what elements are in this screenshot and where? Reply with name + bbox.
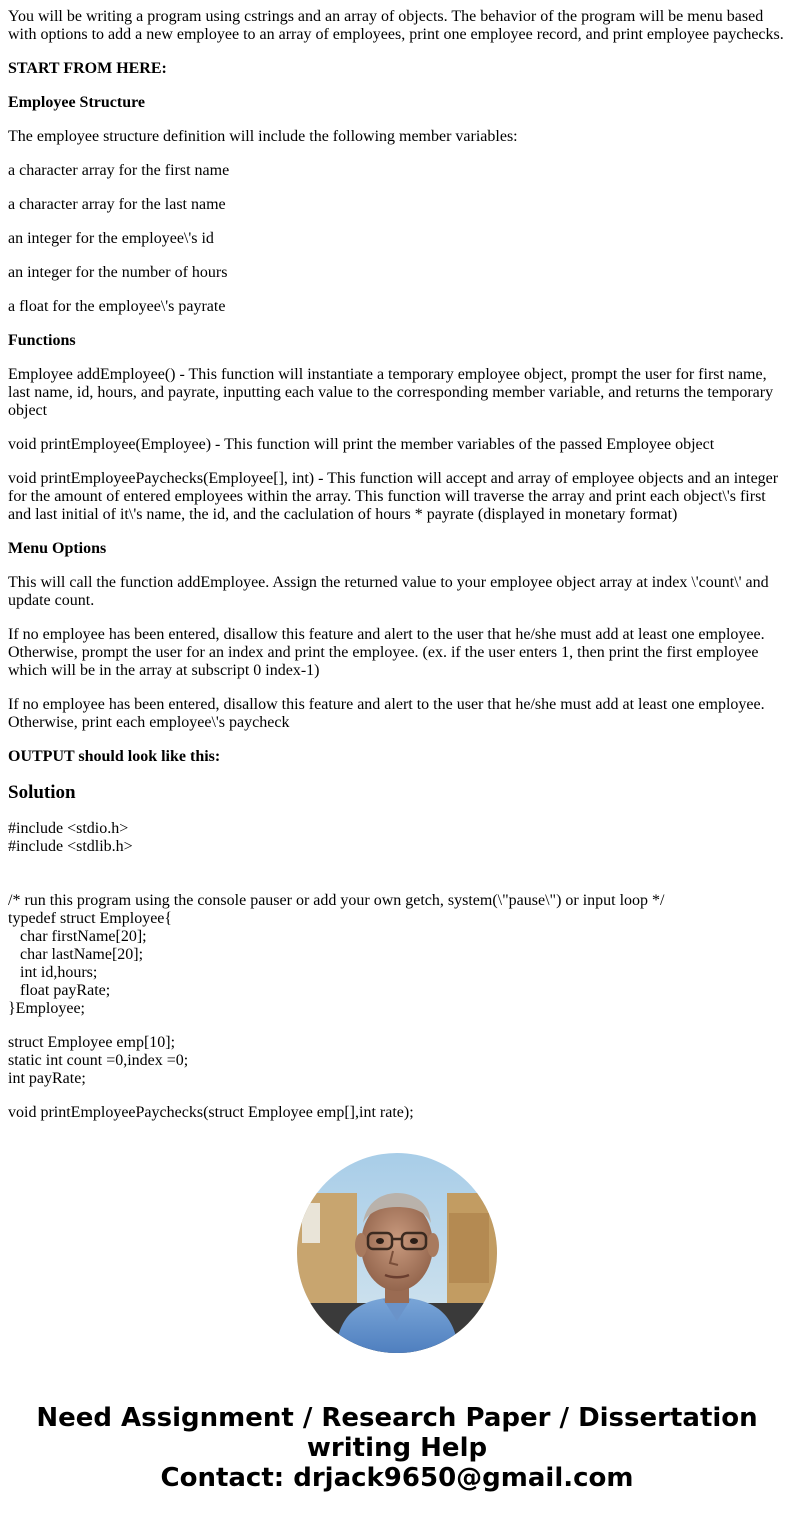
banner-line-1: Need Assignment / Research Paper / Dissertation — [36, 1403, 758, 1433]
menu-option-add: This will call the function addEmployee. Assign the returned value to your employee object array at index \'count\' and update count. — [8, 574, 769, 609]
solution-code-block: void printEmployeePaychecks(struct Employee emp[],int rate); — [8, 1104, 414, 1121]
member-hours: an integer for the number of hours — [8, 264, 228, 281]
function-print-paychecks: void printEmployeePaychecks(Employee[], int) - This function will accept and array of employee objects and an integer for the amount of entered employees within the array. This function will traverse the array and print each object\'s first and last initial of it\'s name, the id, and the caclulation of hours * payrate (displayed in monetary format) — [8, 470, 779, 523]
employee-structure-intro: The employee structure definition will include the following member variables: — [8, 128, 518, 145]
author-avatar — [297, 1153, 497, 1353]
employee-structure-heading: Employee Structure — [8, 94, 146, 111]
banner-line-2: writing Help — [306, 1433, 488, 1463]
menu-option-print-paychecks: If no employee has been entered, disallow this feature and alert to the user that he/she must add at least one employee. Otherwise, print each employee\'s paycheck — [8, 696, 765, 731]
menu-option-print-one: If no employee has been entered, disallow this feature and alert to the user that he/she must add at least one employee. Otherwise, prompt the user for an index and print the employee. (ex. if the user enters 1, then print the first employee which will be in the array at subscript 0 index-1) — [8, 626, 765, 679]
functions-heading: Functions — [8, 332, 76, 349]
question-intro: You will be writing a program using cstrings and an array of objects. The behavior of the program will be menu based with options to add a new employee to an array of employees, print one employee record, and print employee paychecks. — [8, 8, 784, 43]
function-print-employee: void printEmployee(Employee) - This function will print the member variables of the passed Employee object — [8, 436, 715, 453]
member-last-name: a character array for the last name — [8, 196, 226, 213]
person-photo-icon — [297, 1153, 497, 1353]
member-first-name: a character array for the first name — [8, 162, 230, 179]
solution-code-block: #include <stdio.h> #include <stdlib.h> /* run this program using the console pauser or add your own getch, system(\"pause\") or input loop */ typedef struct Employee{ char firstName[20]; char lastName[20]; int id,hours; float payRate; }Employee; — [8, 820, 665, 1017]
menu-heading: Menu Options — [8, 540, 107, 557]
solution-heading: Solution — [8, 782, 76, 803]
member-id: an integer for the employee\'s id — [8, 230, 214, 247]
member-payrate: a float for the employee\'s payrate — [8, 298, 226, 315]
question-content — [8, 8, 788, 1122]
contact-email: Contact: drjack9650@gmail.com — [160, 1463, 634, 1493]
help-banner — [0, 1403, 794, 1493]
start-heading: START FROM HERE: — [8, 60, 167, 77]
function-add-employee: Employee addEmployee() - This function will instantiate a temporary employee object, prompt the user for first name, last name, id, hours, and payrate, inputting each value to the corresponding member variable, and returns the temporary object — [8, 366, 774, 419]
output-heading: OUTPUT should look like this: — [8, 748, 221, 765]
solution-code-block: struct Employee emp[10]; static int count =0,index =0; int payRate; — [8, 1034, 189, 1087]
